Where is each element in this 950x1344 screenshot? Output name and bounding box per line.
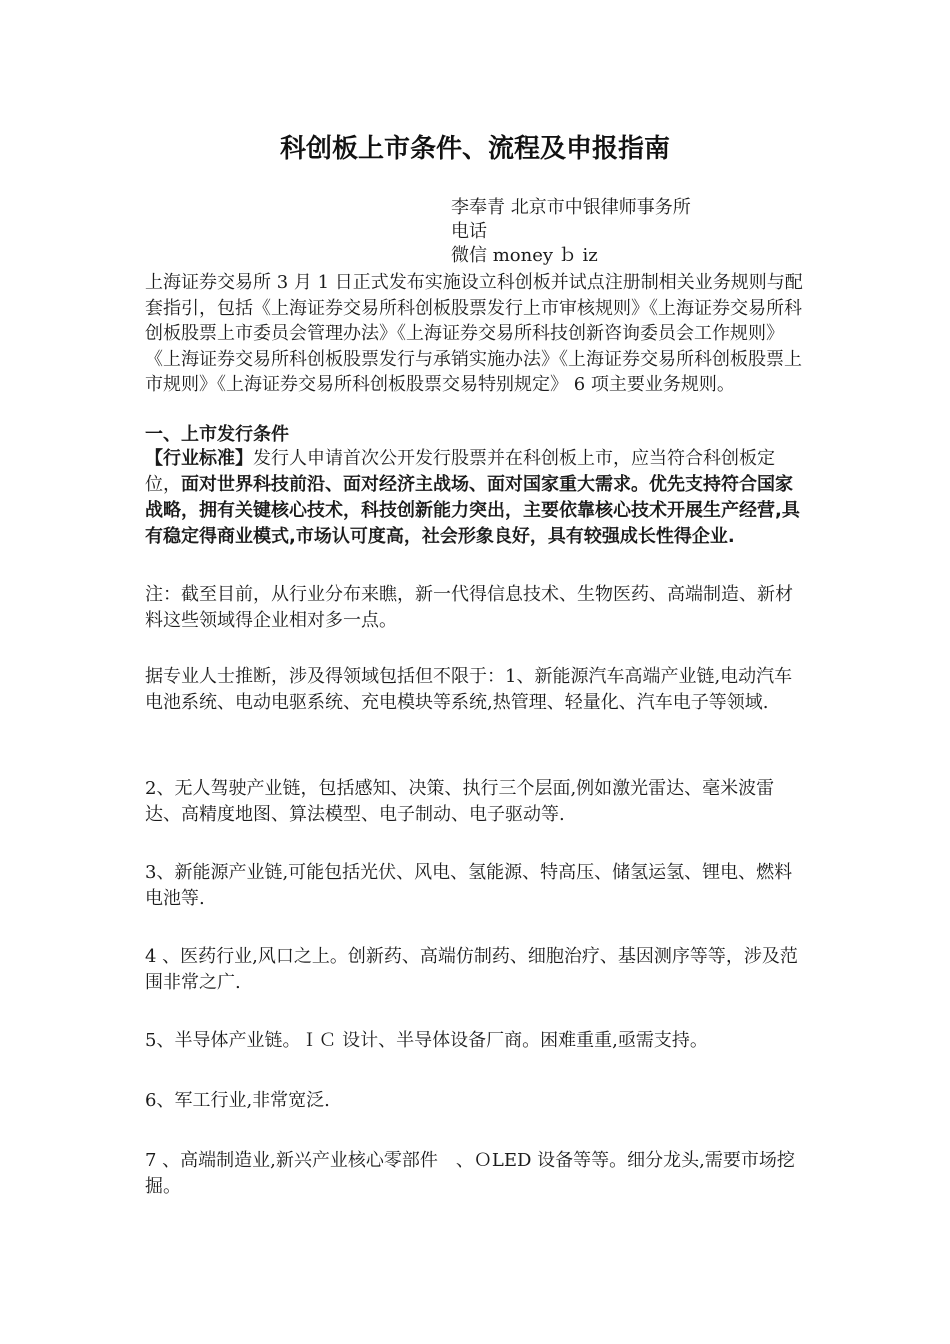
author-name-firm: 李奉青 北京市中银律师事务所 (451, 197, 691, 218)
author-phone: 电话 (451, 221, 487, 242)
list-item: 据专业人士推断，涉及得领域包括但不限于：1、新能源汽车高端产业链,电动汽车电池系统、电动电驱系统、充电模块等系统,热管理、轻量化、汽车电子等领域. (145, 666, 793, 713)
list-item: 3、新能源产业链,可能包括光伏、风电、氢能源、特高压、储氢运氢、锂电、燃料电池等. (145, 862, 793, 909)
list-item: 2、无人驾驶产业链，包括感知、决策、执行三个层面,例如激光雷达、毫米波雷达、高精度地图、算法模型、电子制动、电子驱动等. (145, 778, 775, 825)
industry-standard-emphasis: 面对世界科技前沿、面对经济主战场、面对国家重大需求。优先支持符合国家战略，拥有关键核心技术，科技创新能力突出，主要依靠核心技术开展生产经营,具有稳定得商业模式,市场认可度高，社会形象良好，具有较强成长性得企业. (145, 474, 800, 547)
note-paragraph: 注：截至目前，从行业分布来瞧，新一代得信息技术、生物医药、高端制造、新材料这些领域得企业相对多一点。 (145, 584, 793, 631)
author-wechat: 微信 money ｂ iz (451, 245, 598, 266)
list-item: 6、军工行业,非常宽泛. (145, 1090, 330, 1111)
industry-standard-text: 发行人申请首次公开发行股票并在科创板上市，应当符合科创板定位， (145, 448, 775, 495)
intro-paragraph: 上海证券交易所 3 月 1 日正式发布实施设立科创板并试点注册制相关业务规则与配套指引，包括《上海证券交易所科创板股票发行上市审核规则》《上海证券交易所科创板股票上市委员会管理办法》《上海证券交易所科技创新咨询委员会工作规则》《上海证券交易所科创板股票发行与承销实施办法》《上海证券交易所科创板股票上市规则》《上海证券交易所科创板股票交易特别规定》 6 项主要业务规则。 (145, 272, 803, 395)
industry-standard-paragraph (145, 446, 810, 550)
list-item: 5、半导体产业链。ＩＣ 设计、半导体设备厂商。困难重重,亟需支持。 (145, 1030, 708, 1051)
industry-standard-label: 【行业标准】 (145, 448, 253, 469)
author-info (451, 196, 691, 268)
list-item: 4 、医药行业,风口之上。创新药、高端仿制药、细胞治疗、基因测序等等，涉及范围非常之广. (145, 946, 798, 993)
list-item: 7 、高端制造业,新兴产业核心零部件 、ＯLED 设备等等。细分龙头,需要市场挖掘。 (145, 1150, 795, 1197)
document-title: 科创板上市条件、流程及申报指南 (279, 134, 670, 164)
section-heading: 一、上市发行条件 (145, 424, 289, 445)
